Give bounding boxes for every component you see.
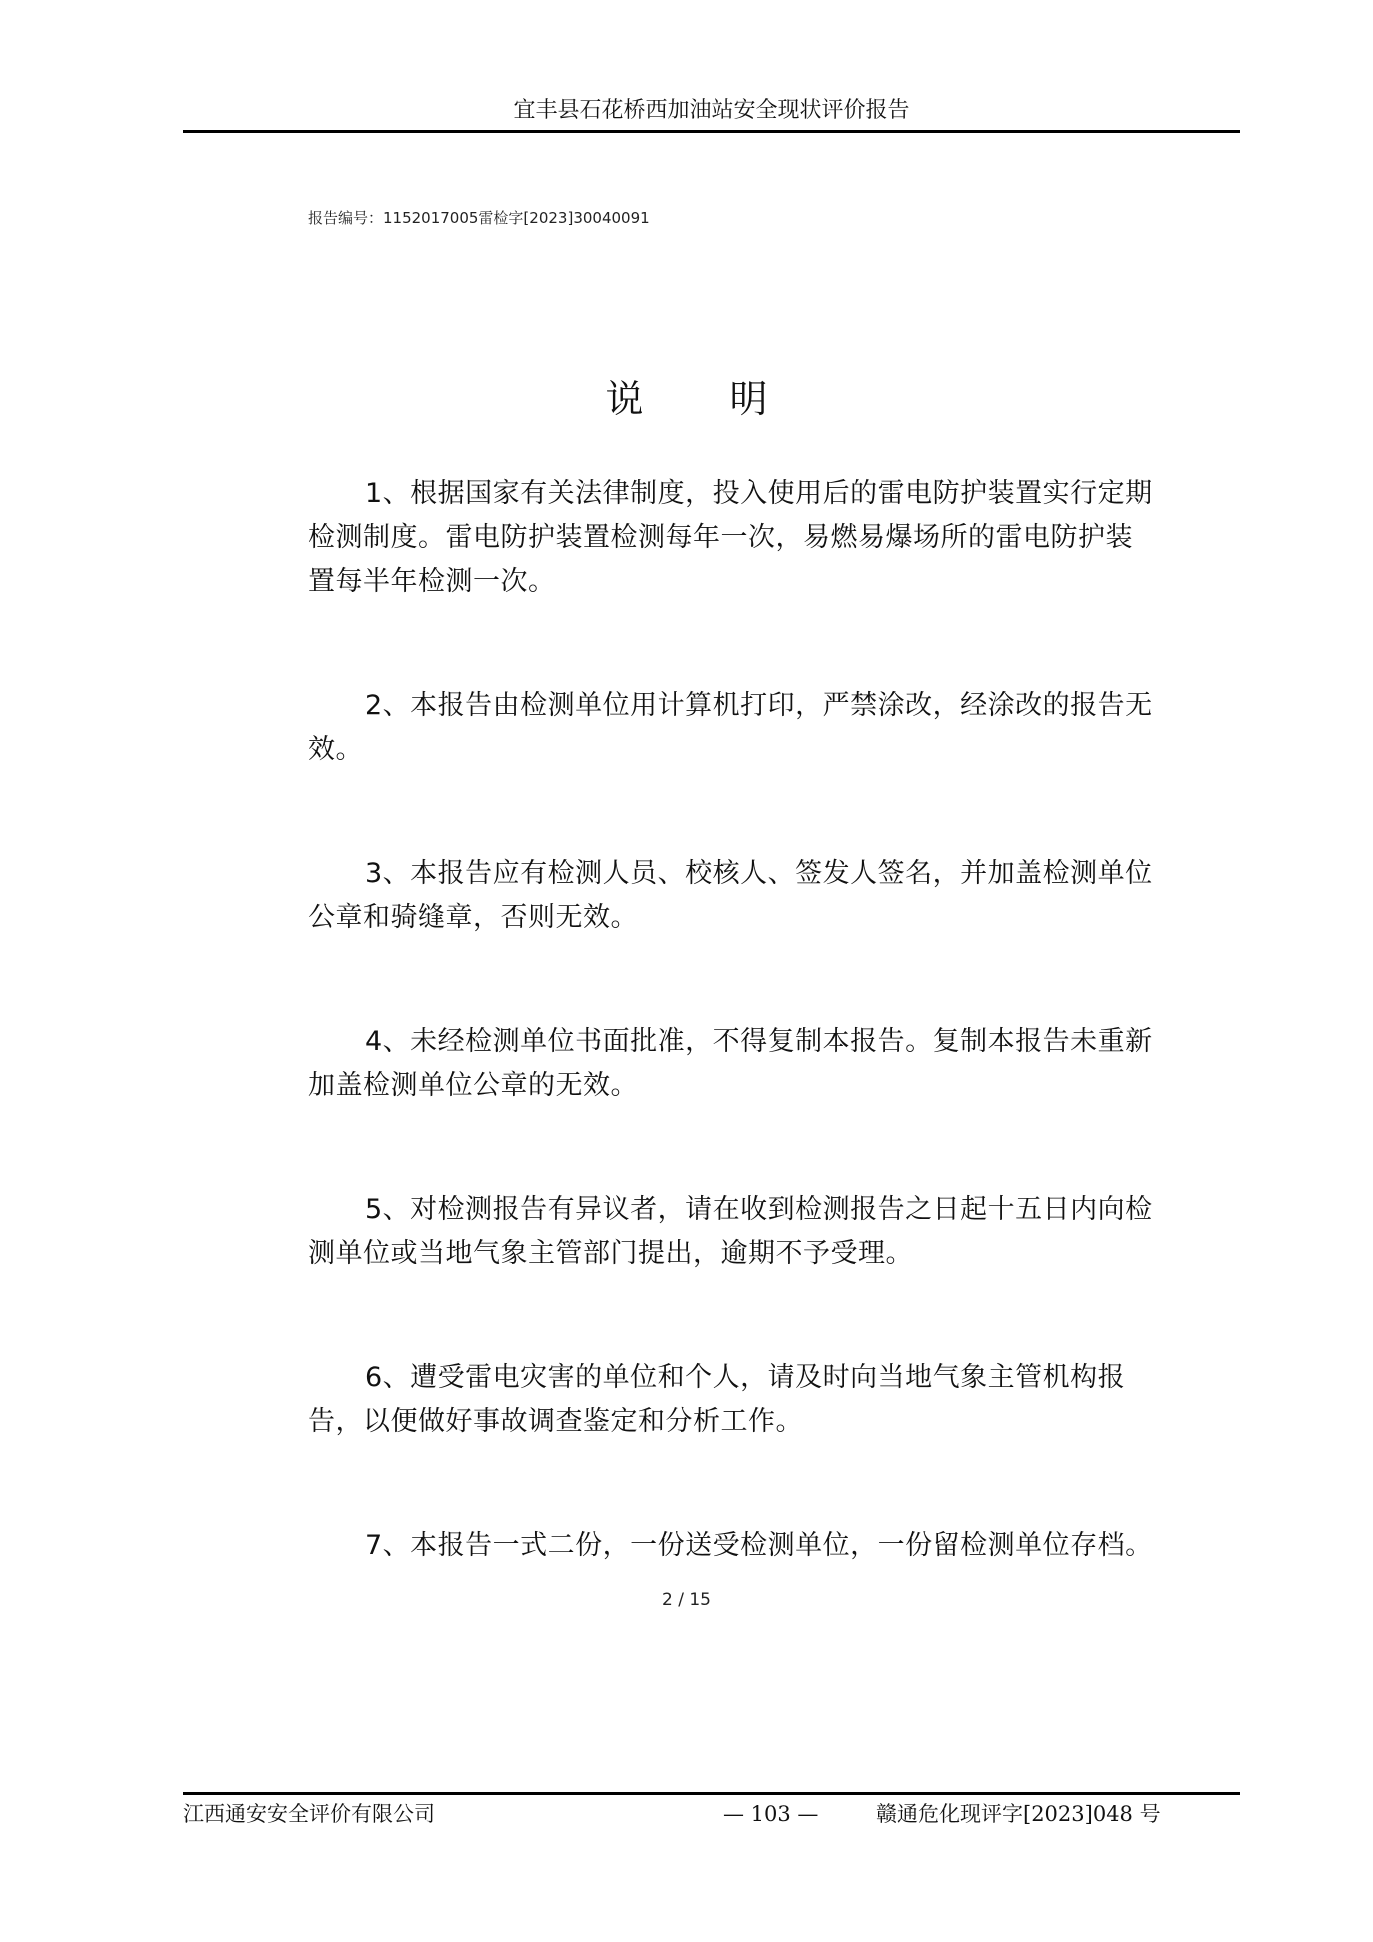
page-footer xyxy=(183,1799,1240,1829)
paragraph-4: 4、未经检测单位书面批准，不得复制本报告。复制本报告未重新加盖检测单位公章的无效。 xyxy=(308,1026,1153,1101)
document-title xyxy=(0,374,1373,424)
footer-page-folio: — 103 — xyxy=(723,1802,819,1826)
paragraph-3: 3、本报告应有检测人员、校核人、签发人签名，并加盖检测单位公章和骑缝章，否则无效。 xyxy=(308,858,1153,933)
inner-page-number: 2 / 15 xyxy=(662,1590,711,1610)
header-rule xyxy=(183,130,1240,133)
footer-rule xyxy=(183,1792,1240,1795)
paragraph-6: 6、遭受雷电灾害的单位和个人，请及时向当地气象主管机构报告，以便做好事故调查鉴定和分析工作。 xyxy=(308,1362,1126,1437)
paragraph-5: 5、对检测报告有异议者，请在收到检测报告之日起十五日内向检测单位或当地气象主管部门提出，逾期不予受理。 xyxy=(308,1194,1153,1269)
document-body xyxy=(308,472,1160,1648)
running-header-title: 宜丰县石花桥西加油站安全现状评价报告 xyxy=(513,98,910,123)
title-char-1: 说 xyxy=(605,377,644,421)
footer-company: 江西通安安全评价有限公司 xyxy=(183,1802,435,1826)
footer-document-number: 赣通危化现评字[2023]048 号 xyxy=(876,1802,1161,1826)
title-char-2: 明 xyxy=(729,377,768,421)
paragraph-1: 1、根据国家有关法律制度，投入使用后的雷电防护装置实行定期检测制度。雷电防护装置检测每年一次，易燃易爆场所的雷电防护装置每半年检测一次。 xyxy=(308,478,1153,597)
paragraph-7: 7、本报告一式二份，一份送受检测单位，一份留检测单位存档。 xyxy=(365,1530,1153,1561)
paragraph-2: 2、本报告由检测单位用计算机打印，严禁涂改，经涂改的报告无效。 xyxy=(308,690,1153,765)
report-number: 报告编号：1152017005雷检字[2023]30040091 xyxy=(308,209,650,227)
